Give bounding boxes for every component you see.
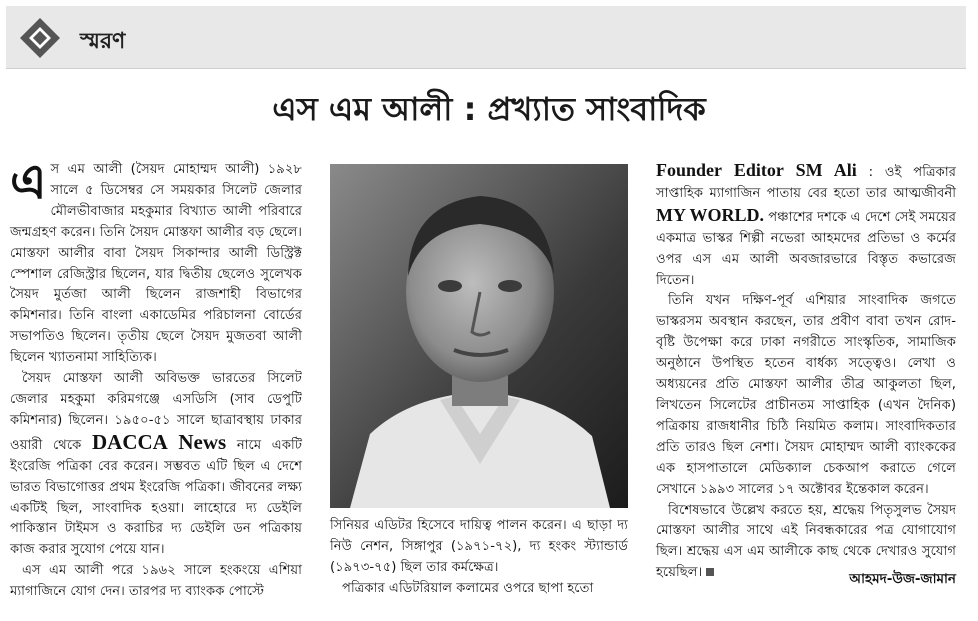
paragraph — [656, 160, 956, 291]
paragraph-text: : ওই পত্রিকার সাপ্তাহিক ম্যাগাজিন পাতায় বের হতো তার আত্মজীবনী — [656, 165, 956, 201]
article-headline: এস এম আলী : প্রখ্যাত সাংবাদিক — [272, 90, 706, 128]
section-label: স্মরণ — [80, 29, 126, 54]
paragraph-text: সৈয়দ মোস্তফা আলী অবিভক্ত ভারতের সিলেট জেলার মহকুমা করিমগঞ্জে এসডিসি (সাব ডেপুটি কমিশনার) ছিলেন। ১৯৫০-৫১ সালে ছাত্রাবস্থায় ঢাকার ওয়ারী থেকে — [10, 371, 302, 453]
english-title: Founder Editor SM Ali — [656, 160, 857, 180]
paragraph — [330, 579, 628, 600]
portrait-photo — [330, 164, 628, 508]
article-column-1 — [10, 154, 303, 603]
paragraph — [10, 561, 302, 603]
paragraph-text: পত্রিকার এডিটরিয়াল কলামের ওপরে ছাপা হতো — [342, 580, 594, 596]
paragraph-text: তিনি যখন দক্ষিণ-পূর্ব এশিয়ার সাংবাদিক জগতে ভাস্করসম অবস্থান করছেন, তার প্রবীণ বাবা তখন রোদ-বৃষ্টি উপেক্ষা করে ঢাকা নগরীতে সাংস্কৃতিক, সামাজিক অনুষ্ঠানে উপস্থিত হতেন বার্ধক্য সত্ত্বেও। লেখা ও অধ্যয়নের প্রতি মোস্তফা আলীর তীব্র আকুলতা ছিল, লিখতেন সিলেটের প্রাচীনতম সাপ্তাহিক (এখন দৈনিক) পত্রিকায় রাজধানীর চিঠি নিয়মিত কলাম। সাংবাদিকতার প্রতি তারও ছিল নেশা। সৈয়দ মোহাম্মদ আলী ব্যাংককের এক হাসপাতালে মেডিক্যাল চেকআপ করাতে গেলে সেখানে ১৯৯৩ সালের ১৭ অক্টোবর ইন্তেকাল করেন। — [656, 293, 956, 497]
paragraph-text: সিনিয়র এডিটর হিসেবে দায়িত্ব পালন করেন। এ ছাড়া দ্য নিউ নেশন, সিঙ্গাপুর (১৯৭১-৭২), দ্য হংকং স্ট্যান্ডার্ড (১৯৭৩-৭৫) ছিল তার কর্মক্ষেত্র। — [330, 518, 628, 575]
article-column-3 — [656, 160, 956, 584]
paragraph — [10, 154, 302, 369]
paragraph-text: স এম আলী (সৈয়দ মোহাম্মদ আলী) ১৯২৮ সালে ৫ ডিসেম্বর সে সময়কার সিলেট জেলার মৌলভীবাজার মহকুমার বিখ্যাত আলী পরিবারে জন্মগ্রহণ করেন। তিনি সৈয়দ মোস্তফা আলীর বড় ছেলে। মোস্তফা আলীর বাবা সৈয়দ সিকান্দার আলী ডিস্ট্রিক্ট স্পেশাল রেজিস্ট্রার ছিলেন, যার দ্বিতীয় ছেলেও সুলেখক সৈয়দ মুর্তজা আলী ছিলেন রাজশাহী বিভাগের কমিশনার। তিনি বাংলা একাডেমির পরিচালনা বোর্ডের সভাপতিও ছিলেন। তৃতীয় ছেলে সৈয়দ মুজতবা আলী ছিলেন খ্যাতনামা সাহিত্যিক। — [10, 162, 302, 366]
paragraph — [10, 369, 302, 561]
end-mark-icon — [706, 568, 714, 576]
portrait-image — [330, 164, 628, 508]
paragraph-text: এস এম আলী পরে ১৯৬২ সালে হংকংয়ে এশিয়া ম্যাগাজিনে যোগ দেন। তারপর দ্য ব্যাংকক পোস্টে — [10, 563, 302, 600]
paragraph-text: পঞ্চাশের দশকে এ দেশে সেই সময়ের একমাত্র ভাস্কর শিল্পী নভেরা আহমদের প্রতিভা ও কর্মের ওপর এস এম আলী অবজারভারে বিস্তৃত কভারেজ দিতেন। — [656, 209, 957, 288]
author-byline: আহমদ-উজ-জামান — [849, 571, 956, 587]
paragraph-text: নামে একটি ইংরেজি পত্রিকা বের করেন। সম্ভবত এটি ছিল এ দেশে ভারত বিভাগোত্তর প্রথম ইংরেজি পত্রিকা। জীবনের লক্ষ্য একটিই ছিল, সাংবাদিক হওয়া। লাহোরে দ্য ডেইলি পাকিস্তান টাইমস ও করাচির দ্য ডেইলি ডন পত্রিকায় কাজ করার সুযোগ পেয়ে যান। — [10, 437, 303, 558]
section-header-band — [6, 6, 966, 69]
article-column-2 — [330, 516, 628, 600]
paragraph — [330, 516, 628, 579]
paragraph-text: বিশেষভাবে উল্লেখ করতে হয়, শ্রদ্ধেয় পিতৃসুলভ সৈয়দ মোস্তফা আলীর সাথে এই নিবন্ধকারের পত্র যোগাযোগ ছিল। শ্রদ্ধেয় এস এম আলীকে কাছ থেকে দেখারও সুযোগ হয়েছিল। — [656, 502, 956, 581]
diamond-logo-icon — [20, 18, 60, 58]
english-title: DACCA News — [92, 429, 227, 454]
drop-cap: এ — [10, 154, 47, 210]
english-title: MY WORLD. — [656, 204, 765, 225]
paragraph — [656, 291, 956, 500]
